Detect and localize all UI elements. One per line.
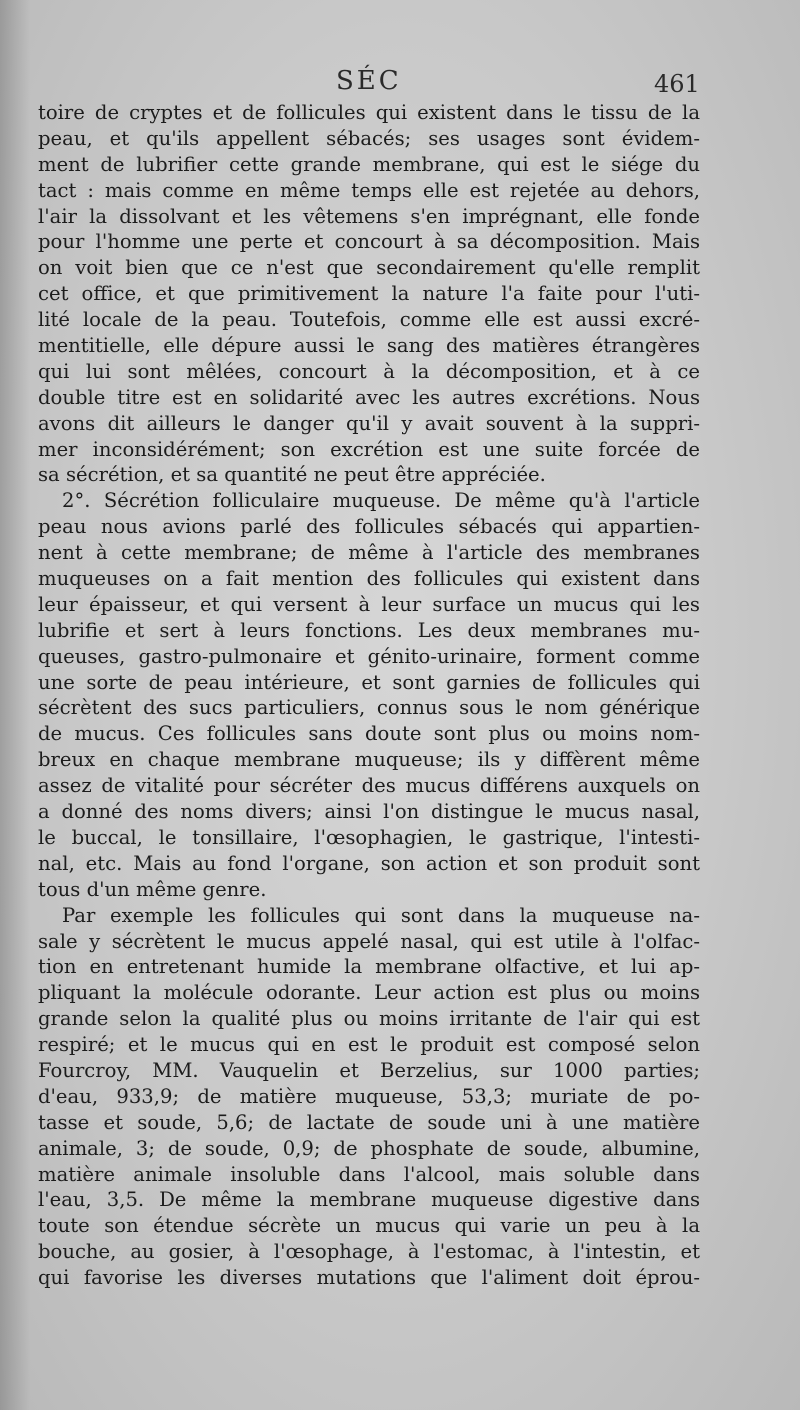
text-line: ment de lubrifier cette grande membrane, qui est le siége du (38, 152, 700, 176)
text-line: sécrètent des sucs particuliers, connus sous le nom générique (38, 696, 700, 720)
text-line: Fourcroy, MM. Vauquelin et Berzelius, sur 1000 parties; (38, 1058, 700, 1082)
text-line: d'eau, 933,9; de matière muqueuse, 53,3; muriate de po- (38, 1084, 700, 1108)
text-line: Par exemple les follicules qui sont dans la muqueuse na- (62, 903, 700, 927)
text-line: mer inconsidérément; son excrétion est une suite forcée de (38, 437, 700, 461)
text-line: l'air la dissolvant et les vêtemens s'en imprégnant, elle fonde (38, 204, 700, 228)
text-line: pour l'homme une perte et concourt à sa décomposition. Mais (38, 230, 700, 254)
body-text (38, 100, 700, 1291)
page-spine-shadow (0, 0, 30, 1410)
text-line: qui lui sont mêlées, concourt à la décomposition, et à ce (38, 359, 700, 383)
text-line: tion en entretenant humide la membrane olfactive, et lui ap- (38, 955, 700, 979)
text-line: respiré; et le mucus qui en est le produit est composé selon (38, 1033, 700, 1057)
text-line: une sorte de peau intérieure, et sont garnies de follicules qui (38, 670, 700, 694)
text-line: tous d'un même genre. (38, 877, 267, 901)
text-line: tasse et soude, 5,6; de lactate de soude uni à une matière (38, 1110, 700, 1134)
text-line: muqueuses on a fait mention des follicules qui existent dans (38, 567, 700, 591)
text-line: nent à cette membrane; de même à l'article des membranes (38, 541, 700, 565)
text-line: toute son étendue sécrète un mucus qui varie un peu à la (38, 1214, 700, 1238)
text-line: 2°. Sécrétion folliculaire muqueuse. De même qu'à l'article (62, 489, 700, 513)
text-line: sale y sécrètent le mucus appelé nasal, qui est utile à l'olfac- (38, 929, 700, 953)
text-line: avons dit ailleurs le danger qu'il y avait souvent à la suppri- (38, 411, 700, 435)
text-line: lité locale de la peau. Toutefois, comme elle est aussi excré- (38, 308, 700, 332)
text-line: breux en chaque membrane muqueuse; ils y diffèrent même (38, 748, 700, 772)
text-line: lubrifie et sert à leurs fonctions. Les deux membranes mu- (38, 618, 700, 642)
text-line: grande selon la qualité plus ou moins irritante de l'air qui est (38, 1007, 700, 1031)
text-line: assez de vitalité pour sécréter des mucus différens auxquels on (38, 774, 700, 798)
text-line: peau, et qu'ils appellent sébacés; ses usages sont évidem- (38, 126, 700, 150)
text-line: l'eau, 3,5. De même la membrane muqueuse digestive dans (38, 1188, 700, 1212)
text-line: mentitielle, elle dépure aussi le sang des matières étrangères (38, 334, 700, 358)
text-line: sa sécrétion, et sa quantité ne peut être appréciée. (38, 463, 546, 487)
text-line: de mucus. Ces follicules sans doute sont plus ou moins nom- (38, 722, 700, 746)
running-head: SÉC (336, 66, 402, 96)
text-line: leur épaisseur, et qui versent à leur surface un mucus qui les (38, 592, 700, 616)
text-line: bouche, au gosier, à l'œsophage, à l'estomac, à l'intestin, et (38, 1240, 700, 1264)
text-line: qui favorise les diverses mutations que l'aliment doit éprou- (38, 1266, 700, 1290)
text-line: tact : mais comme en même temps elle est rejetée au dehors, (38, 178, 700, 202)
text-line: a donné des noms divers; ainsi l'on distingue le mucus nasal, (38, 800, 700, 824)
text-line: peau nous avions parlé des follicules sébacés qui appartien- (38, 515, 700, 539)
text-line: nal, etc. Mais au fond l'organe, son action et son produit sont (38, 851, 700, 875)
text-line: matière animale insoluble dans l'alcool, mais soluble dans (38, 1162, 700, 1186)
text-line: double titre est en solidarité avec les autres excrétions. Nous (38, 385, 700, 409)
page-number: 461 (654, 70, 700, 98)
text-line: animale, 3; de soude, 0,9; de phosphate de soude, albumine, (38, 1136, 700, 1160)
text-line: cet office, et que primitivement la nature l'a faite pour l'uti- (38, 282, 700, 306)
text-line: on voit bien que ce n'est que secondairement qu'elle remplit (38, 256, 700, 280)
text-line: toire de cryptes et de follicules qui existent dans le tissu de la (38, 101, 700, 124)
text-line: pliquant la molécule odorante. Leur action est plus ou moins (38, 981, 700, 1005)
text-line: queuses, gastro-pulmonaire et génito-urinaire, forment comme (38, 644, 700, 668)
text-line: le buccal, le tonsillaire, l'œsophagien, le gastrique, l'intesti- (38, 825, 700, 849)
